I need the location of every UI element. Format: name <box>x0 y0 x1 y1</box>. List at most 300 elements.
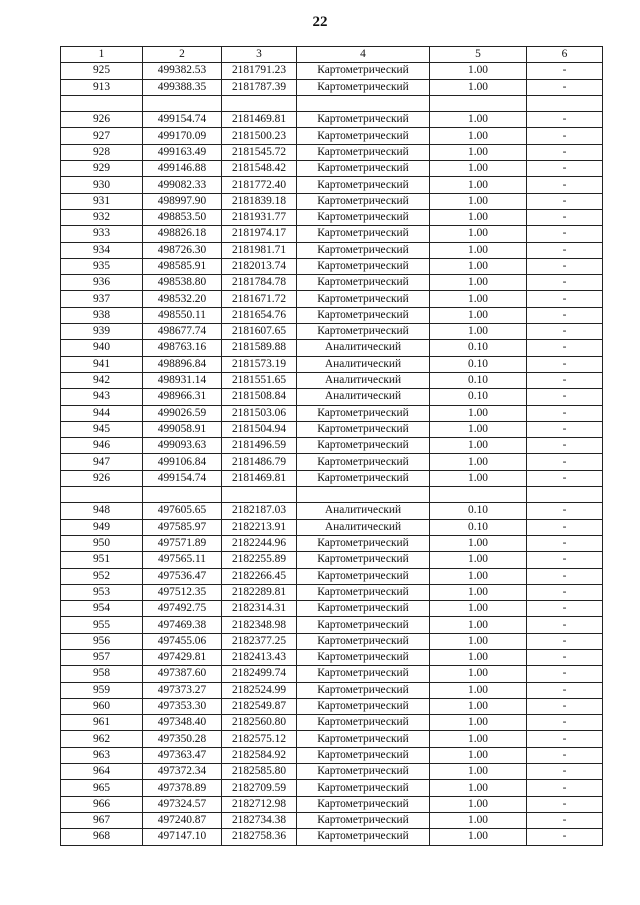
table-row <box>61 715 603 731</box>
table-cell: Картометрический <box>297 63 430 79</box>
table-cell: - <box>527 764 603 780</box>
table-cell: 934 <box>61 242 143 258</box>
table-cell: 2182244.96 <box>222 535 297 551</box>
table-cell: 498896.84 <box>143 356 222 372</box>
table-cell: - <box>527 519 603 535</box>
table-cell: 0.10 <box>430 372 527 388</box>
table-cell: Картометрический <box>297 470 430 486</box>
table-cell: 498763.16 <box>143 340 222 356</box>
table-cell: - <box>527 438 603 454</box>
table-cell: Картометрический <box>297 79 430 95</box>
table-row <box>61 617 603 633</box>
table-cell: 1.00 <box>430 535 527 551</box>
table-cell: 962 <box>61 731 143 747</box>
table-cell: 1.00 <box>430 79 527 95</box>
table-cell <box>143 487 222 503</box>
table-cell: 1.00 <box>430 438 527 454</box>
table-row <box>61 731 603 747</box>
table-cell: 1.00 <box>430 209 527 225</box>
table-cell: Картометрический <box>297 291 430 307</box>
table-cell: 935 <box>61 258 143 274</box>
coordinates-table <box>60 46 603 846</box>
table-cell: 2182584.92 <box>222 747 297 763</box>
table-cell: 1.00 <box>430 144 527 160</box>
table-cell: - <box>527 193 603 209</box>
table-cell: 497455.06 <box>143 633 222 649</box>
table-cell: 498966.31 <box>143 389 222 405</box>
table-cell: 2181508.84 <box>222 389 297 405</box>
table-cell: 2181607.65 <box>222 324 297 340</box>
table-cell: 498931.14 <box>143 372 222 388</box>
table-row <box>61 291 603 307</box>
table-cell: 2181839.18 <box>222 193 297 209</box>
table-cell: Аналитический <box>297 519 430 535</box>
table-cell: - <box>527 144 603 160</box>
table-row <box>61 324 603 340</box>
table-cell: 2182734.38 <box>222 812 297 828</box>
table-cell: 2182377.25 <box>222 633 297 649</box>
table-cell: 2182348.98 <box>222 617 297 633</box>
table-cell <box>222 487 297 503</box>
table-cell: - <box>527 747 603 763</box>
table-cell: 943 <box>61 389 143 405</box>
page-number: 22 <box>312 14 328 30</box>
header-cell: 6 <box>527 47 603 63</box>
table-cell: Картометрический <box>297 796 430 812</box>
table-cell: Аналитический <box>297 372 430 388</box>
table-row <box>61 764 603 780</box>
table-cell: 2181974.17 <box>222 226 297 242</box>
table-body <box>61 63 603 845</box>
table-cell: 1.00 <box>430 193 527 209</box>
table-cell: 1.00 <box>430 698 527 714</box>
table-cell: 2181504.94 <box>222 421 297 437</box>
table-row <box>61 682 603 698</box>
table-cell: 498726.30 <box>143 242 222 258</box>
table-cell: 956 <box>61 633 143 649</box>
table-row <box>61 438 603 454</box>
table-cell: 941 <box>61 356 143 372</box>
table-cell: 499093.63 <box>143 438 222 454</box>
table-cell: Картометрический <box>297 324 430 340</box>
table-cell: Картометрический <box>297 454 430 470</box>
table-cell: 499106.84 <box>143 454 222 470</box>
table-cell: 926 <box>61 112 143 128</box>
table-cell: 2182712.98 <box>222 796 297 812</box>
table-cell: 497378.89 <box>143 780 222 796</box>
table-cell: 932 <box>61 209 143 225</box>
table-cell: 1.00 <box>430 63 527 79</box>
table-cell: 1.00 <box>430 584 527 600</box>
table-cell: 1.00 <box>430 764 527 780</box>
table-cell: - <box>527 601 603 617</box>
table-cell: 2181671.72 <box>222 291 297 307</box>
table-cell: 1.00 <box>430 617 527 633</box>
table-cell: 960 <box>61 698 143 714</box>
table-cell: - <box>527 633 603 649</box>
table-cell: 497536.47 <box>143 568 222 584</box>
table-cell: 2182585.80 <box>222 764 297 780</box>
table-cell: - <box>527 698 603 714</box>
table-cell: 498585.91 <box>143 258 222 274</box>
header-row <box>61 47 603 63</box>
table-row <box>61 503 603 519</box>
table-cell: 497512.35 <box>143 584 222 600</box>
table-cell: 2182709.59 <box>222 780 297 796</box>
table-cell: 0.10 <box>430 503 527 519</box>
table-cell: Картометрический <box>297 698 430 714</box>
table-cell: 2182289.81 <box>222 584 297 600</box>
table-cell: 927 <box>61 128 143 144</box>
table-cell <box>297 95 430 111</box>
table-cell: 948 <box>61 503 143 519</box>
table-cell <box>297 487 430 503</box>
table-cell: Картометрический <box>297 829 430 845</box>
table-cell: 1.00 <box>430 421 527 437</box>
table-cell: 963 <box>61 747 143 763</box>
table-cell: 1.00 <box>430 307 527 323</box>
table-cell: 959 <box>61 682 143 698</box>
table-cell: - <box>527 242 603 258</box>
table-row <box>61 454 603 470</box>
table-cell: Картометрический <box>297 568 430 584</box>
table-cell: 952 <box>61 568 143 584</box>
table-cell: Аналитический <box>297 389 430 405</box>
table-cell: 1.00 <box>430 324 527 340</box>
table-cell: 944 <box>61 405 143 421</box>
table-cell: - <box>527 731 603 747</box>
table-cell: - <box>527 340 603 356</box>
table-row <box>61 161 603 177</box>
header-cell: 5 <box>430 47 527 63</box>
header-cell: 4 <box>297 47 430 63</box>
table-cell: 928 <box>61 144 143 160</box>
table-row <box>61 128 603 144</box>
table-cell: - <box>527 666 603 682</box>
table-cell: - <box>527 829 603 845</box>
table-cell: 1.00 <box>430 812 527 828</box>
table-cell: 498997.90 <box>143 193 222 209</box>
table-cell: 913 <box>61 79 143 95</box>
table-cell <box>143 95 222 111</box>
table-cell: 497387.60 <box>143 666 222 682</box>
table-cell: 497565.11 <box>143 552 222 568</box>
table-cell: 497363.47 <box>143 747 222 763</box>
table-row <box>61 421 603 437</box>
table-cell: - <box>527 356 603 372</box>
table-cell: - <box>527 454 603 470</box>
table-cell: 497350.28 <box>143 731 222 747</box>
table-cell: 497324.57 <box>143 796 222 812</box>
table-cell: 499388.35 <box>143 79 222 95</box>
table-cell: 1.00 <box>430 747 527 763</box>
table-cell: - <box>527 796 603 812</box>
table-cell <box>430 95 527 111</box>
table-row <box>61 112 603 128</box>
table-row <box>61 796 603 812</box>
table-cell: 0.10 <box>430 340 527 356</box>
table-cell: - <box>527 470 603 486</box>
table-cell: 2181791.23 <box>222 63 297 79</box>
table-cell: Аналитический <box>297 356 430 372</box>
table-row <box>61 63 603 79</box>
table-cell: 499026.59 <box>143 405 222 421</box>
table-cell: - <box>527 209 603 225</box>
table-cell: Картометрический <box>297 584 430 600</box>
table-row <box>61 698 603 714</box>
table-cell: - <box>527 617 603 633</box>
table-row <box>61 584 603 600</box>
table-row <box>61 193 603 209</box>
table-cell: 953 <box>61 584 143 600</box>
table-row <box>61 829 603 845</box>
table-cell: - <box>527 552 603 568</box>
table-cell: 2181784.78 <box>222 275 297 291</box>
table-cell: 1.00 <box>430 291 527 307</box>
table-row <box>61 552 603 568</box>
table-cell: Картометрический <box>297 128 430 144</box>
table-cell: 1.00 <box>430 780 527 796</box>
table-cell: Картометрический <box>297 682 430 698</box>
table-cell: 933 <box>61 226 143 242</box>
table-row <box>61 307 603 323</box>
header-cell: 1 <box>61 47 143 63</box>
table-row <box>61 747 603 763</box>
table-cell: - <box>527 568 603 584</box>
table-cell: Картометрический <box>297 112 430 128</box>
table-cell: 497373.27 <box>143 682 222 698</box>
table-cell: - <box>527 226 603 242</box>
table-cell: 499154.74 <box>143 470 222 486</box>
table-cell: 949 <box>61 519 143 535</box>
table-cell: 951 <box>61 552 143 568</box>
table-cell: - <box>527 535 603 551</box>
table-cell: 1.00 <box>430 226 527 242</box>
table-cell: 942 <box>61 372 143 388</box>
table-cell: Картометрический <box>297 193 430 209</box>
table-cell: 497372.34 <box>143 764 222 780</box>
table-cell: 2182413.43 <box>222 649 297 665</box>
table-cell: Картометрический <box>297 307 430 323</box>
table-cell: 2182549.87 <box>222 698 297 714</box>
table-cell: 1.00 <box>430 128 527 144</box>
table-cell: 2181931.77 <box>222 209 297 225</box>
table-cell: 1.00 <box>430 682 527 698</box>
table-cell: - <box>527 389 603 405</box>
table-cell: 2181551.65 <box>222 372 297 388</box>
table-cell: Картометрический <box>297 764 430 780</box>
table-cell: 950 <box>61 535 143 551</box>
table-cell: 1.00 <box>430 177 527 193</box>
table-row <box>61 601 603 617</box>
table-cell: 0.10 <box>430 389 527 405</box>
table-cell: - <box>527 421 603 437</box>
table-cell: Картометрический <box>297 535 430 551</box>
table-cell: - <box>527 372 603 388</box>
table-cell: 497585.97 <box>143 519 222 535</box>
table-cell: 945 <box>61 421 143 437</box>
table-cell: Картометрический <box>297 601 430 617</box>
table-cell: 497147.10 <box>143 829 222 845</box>
table-cell: - <box>527 112 603 128</box>
table-cell: 926 <box>61 470 143 486</box>
table-cell: 936 <box>61 275 143 291</box>
table-header <box>61 47 603 63</box>
table-cell: 497469.38 <box>143 617 222 633</box>
table-row <box>61 389 603 405</box>
table-cell: 2181545.72 <box>222 144 297 160</box>
table-cell: 1.00 <box>430 161 527 177</box>
header-cell: 3 <box>222 47 297 63</box>
table-cell: 2181496.59 <box>222 438 297 454</box>
table-cell: 1.00 <box>430 454 527 470</box>
table-cell: - <box>527 63 603 79</box>
table-cell: 930 <box>61 177 143 193</box>
table-cell: - <box>527 405 603 421</box>
table-cell: 1.00 <box>430 829 527 845</box>
table-row <box>61 405 603 421</box>
table-cell: 499170.09 <box>143 128 222 144</box>
table-cell: 497605.65 <box>143 503 222 519</box>
table-cell <box>222 95 297 111</box>
table-cell: Картометрический <box>297 258 430 274</box>
table-cell: 1.00 <box>430 258 527 274</box>
table-cell: 937 <box>61 291 143 307</box>
table-row <box>61 568 603 584</box>
separator-row <box>61 95 603 111</box>
table-cell: 1.00 <box>430 715 527 731</box>
table-cell: - <box>527 79 603 95</box>
table-cell: 2181548.42 <box>222 161 297 177</box>
table-cell <box>61 95 143 111</box>
table-cell: 1.00 <box>430 601 527 617</box>
table-cell: 497492.75 <box>143 601 222 617</box>
table-cell: Картометрический <box>297 405 430 421</box>
table-cell: - <box>527 584 603 600</box>
table-cell: 940 <box>61 340 143 356</box>
table-cell: 499382.53 <box>143 63 222 79</box>
table-cell: - <box>527 682 603 698</box>
table-cell: 2181469.81 <box>222 470 297 486</box>
table-row <box>61 535 603 551</box>
table-cell: 1.00 <box>430 568 527 584</box>
table-cell: Картометрический <box>297 177 430 193</box>
table-cell: 1.00 <box>430 470 527 486</box>
table-cell: 2181787.39 <box>222 79 297 95</box>
table-cell: Аналитический <box>297 340 430 356</box>
table-cell: 939 <box>61 324 143 340</box>
table-cell: 2181589.88 <box>222 340 297 356</box>
table-cell: 2181469.81 <box>222 112 297 128</box>
table-cell: 1.00 <box>430 275 527 291</box>
table-cell: 498826.18 <box>143 226 222 242</box>
table-cell: 498532.20 <box>143 291 222 307</box>
table-cell <box>430 487 527 503</box>
table-cell: 958 <box>61 666 143 682</box>
table-cell: - <box>527 649 603 665</box>
table-cell: 499082.33 <box>143 177 222 193</box>
table-cell: 1.00 <box>430 552 527 568</box>
table-row <box>61 812 603 828</box>
table-cell: 2181486.79 <box>222 454 297 470</box>
table-row <box>61 780 603 796</box>
table-cell: 931 <box>61 193 143 209</box>
table-cell: Картометрический <box>297 242 430 258</box>
table-cell: Картометрический <box>297 812 430 828</box>
table-row <box>61 242 603 258</box>
table-row <box>61 633 603 649</box>
table-cell: 1.00 <box>430 242 527 258</box>
table-row <box>61 666 603 682</box>
table-cell: Картометрический <box>297 209 430 225</box>
table-cell: Картометрический <box>297 780 430 796</box>
table-cell: 954 <box>61 601 143 617</box>
table-row <box>61 340 603 356</box>
table-row <box>61 649 603 665</box>
table-row <box>61 144 603 160</box>
table-cell: 498677.74 <box>143 324 222 340</box>
table-cell: Картометрический <box>297 715 430 731</box>
table-cell: 1.00 <box>430 649 527 665</box>
table-cell: Картометрический <box>297 421 430 437</box>
table-cell: 966 <box>61 796 143 812</box>
table-cell: 2181981.71 <box>222 242 297 258</box>
table-cell: Картометрический <box>297 731 430 747</box>
table-cell: 929 <box>61 161 143 177</box>
table-cell: - <box>527 715 603 731</box>
table-cell: Картометрический <box>297 633 430 649</box>
table-cell: Картометрический <box>297 649 430 665</box>
table-cell: 2182255.89 <box>222 552 297 568</box>
table-cell: Картометрический <box>297 438 430 454</box>
table-cell: Картометрический <box>297 666 430 682</box>
table-cell: 497353.30 <box>143 698 222 714</box>
table-cell: 497240.87 <box>143 812 222 828</box>
table-cell: 965 <box>61 780 143 796</box>
table-cell: - <box>527 812 603 828</box>
table-cell: Картометрический <box>297 552 430 568</box>
table-cell: 1.00 <box>430 796 527 812</box>
table-cell: 2182314.31 <box>222 601 297 617</box>
table-cell: 2181573.19 <box>222 356 297 372</box>
table-cell: - <box>527 161 603 177</box>
table-cell: 498538.80 <box>143 275 222 291</box>
table-cell: Аналитический <box>297 503 430 519</box>
table-cell: - <box>527 177 603 193</box>
table-cell: Картометрический <box>297 747 430 763</box>
table-row <box>61 209 603 225</box>
table-row <box>61 258 603 274</box>
table-cell: 2181654.76 <box>222 307 297 323</box>
table-cell: 2182499.74 <box>222 666 297 682</box>
table-cell: - <box>527 780 603 796</box>
table-cell: 957 <box>61 649 143 665</box>
table-cell: 2182187.03 <box>222 503 297 519</box>
table-row <box>61 356 603 372</box>
table-cell: 1.00 <box>430 405 527 421</box>
table-cell <box>527 487 603 503</box>
table-cell: 497429.81 <box>143 649 222 665</box>
table-cell: 0.10 <box>430 356 527 372</box>
table-row <box>61 519 603 535</box>
table-row <box>61 275 603 291</box>
table-cell: - <box>527 324 603 340</box>
table-cell: 2181500.23 <box>222 128 297 144</box>
table-cell: 499163.49 <box>143 144 222 160</box>
table-cell: 947 <box>61 454 143 470</box>
table-cell: - <box>527 307 603 323</box>
table-cell: - <box>527 291 603 307</box>
